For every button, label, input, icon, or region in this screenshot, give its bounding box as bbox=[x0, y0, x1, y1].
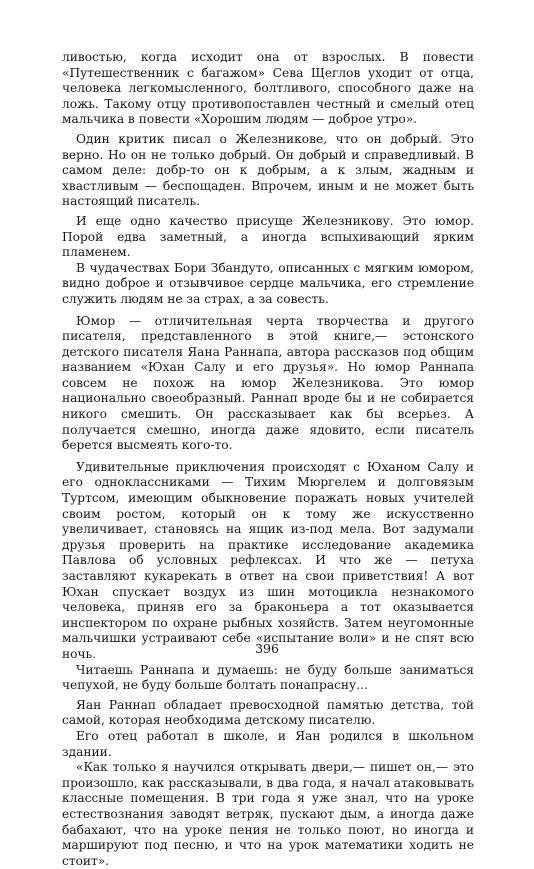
paragraph-critic: Один критик писал о Железникове, что он добрый. Это верно. Но он не только добрый. Он добрый и справедливый. В самом деле: добр-то он к добрым, а к злым, жадным и хвастливым — беспощаден. Впрочем, иным и не может быть настоящий писатель. bbox=[62, 131, 474, 209]
paragraph-borya: В чудачествах Бори Збандуто, описанных с мягким юмором, видно доброе и отзывчивое сердце мальчика, его стремление служить людям не за страх, а за совесть. bbox=[62, 260, 474, 306]
page-number: 396 bbox=[255, 641, 279, 656]
paragraph-father: Его отец работал в школе, и Яан родился в школьном здании. bbox=[62, 728, 474, 759]
paragraph-reading: Читаешь Раннапа и думаешь: не буду больше заниматься чепухой, не буду больше болтать понапрасну... bbox=[62, 662, 474, 693]
paragraph-humor: И еще одно качество присуще Железникову. Это юмор. Порой едва заметный, а иногда вспыхивающий ярким пламенем. bbox=[62, 213, 474, 260]
paragraph-memory: Яан Раннап обладает превосходной памятью детства, той самой, которая необходима детскому писателю. bbox=[62, 697, 474, 728]
paragraph-adventures: Удивительные приключения происходят с Юханом Салу и его одноклассниками — Тихим Мюргелем и долговязым Туртсом, имеющим обыкновение поражать новых учителей своим ростом, который он к тому же искусственно увеличивает, становясь на ящик из-под мела. Вот задумали друзья проверить на практике исследование академика Павлова об условных рефлексах. И что же — петуха заставляют кукарекать в ответ на свои приветствия! А вот Юхан спускает воздух из шин мотоцикла незнакомого человека, приняв его за браконьера а тот оказывается инспектором по охране рыбных хозяйств. Затем неугомонные мальчишки устраивают себе «испытание воли» и не спят всю ночь. bbox=[62, 459, 474, 661]
page-text bbox=[62, 50, 474, 869]
paragraph-rannap-humor: Юмор — отличительная черта творчества и другого писателя, представленного в этой книге,— эстонского детского писателя Яана Раннапа, автора рассказов под общим названием «Юхан Салу и его друзья». Но юмор Раннапа совсем не похож на юмор Железникова. Это юмор национально своеобразный. Раннап вроде бы и не собирается никого смешить. Он рассказывает как бы всерьез. А получается смешно, иногда даже ядовито, если писатель берется высмеять кого-то. bbox=[62, 313, 474, 453]
paragraph-continuation: ливостью, когда исходит она от взрослых. В повести «Путешественник с багажом» Сева Щеглов уходит от отца, человека легкомысленного, болтливого, способного даже на ложь. Такому отцу противопоставлен честный и смелый отец мальчика в повести «Хорошим людям — доброе утро». bbox=[62, 50, 474, 127]
paragraph-quote: «Как только я научился открывать двери,— пишет он,— это произошло, как рассказывали, в два года, я начал атаковывать классные помещения. В три года я уже знал, что на уроке естествознания заводят ветряк, пускают дым, а иногда даже бабахают, что на уроке пения не только поют, но иногда и маршируют под песню, и что на урок математики ходить не стоит». bbox=[62, 760, 474, 868]
